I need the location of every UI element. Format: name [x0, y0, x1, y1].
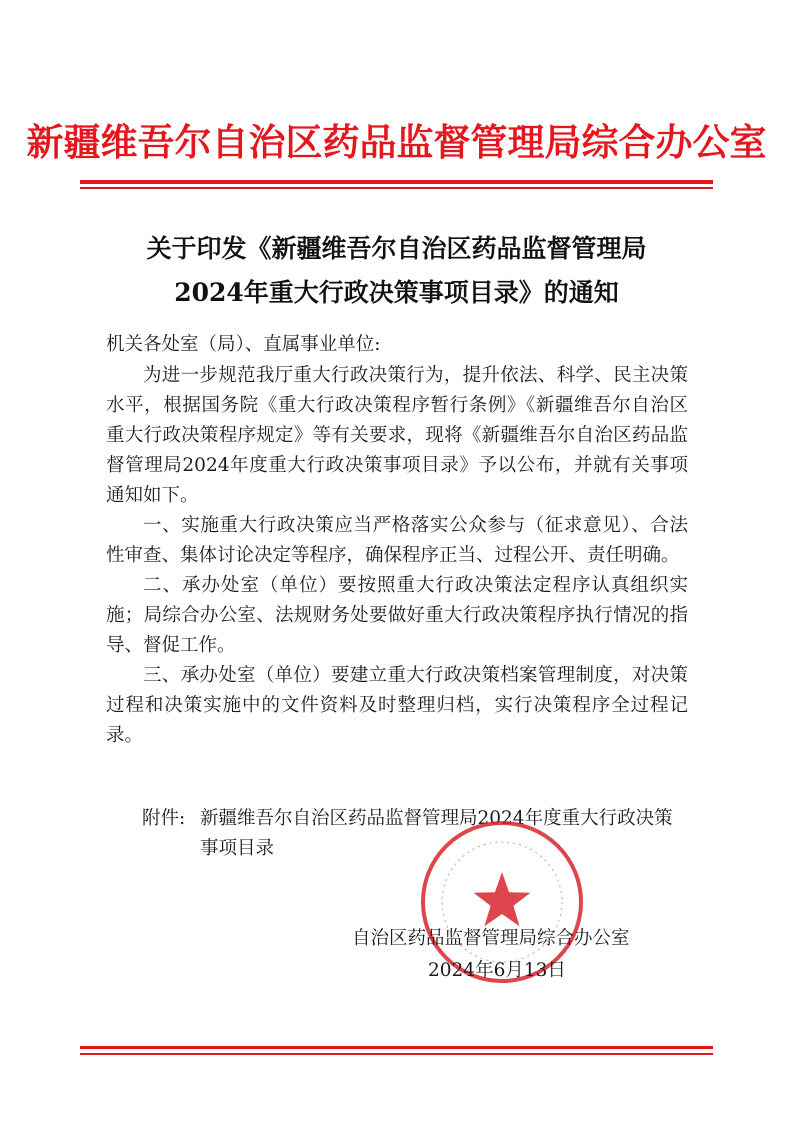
signature-date: 2024年6月13日 [428, 960, 566, 981]
body-paragraph-two: 二、承办处室（单位）要按照重大行政决策法定程序认真组织实施；局综合办公室、法规财务处要做好重大行政决策程序执行情况的指导、督促工作。 [106, 575, 688, 656]
attachment-label: 附件: [142, 808, 186, 829]
masthead: 新疆维吾尔自治区药品监督管理局综合办公室 [26, 120, 767, 164]
attachment-text: 新疆维吾尔自治区药品监督管理局2024年度重大行政决策事项目录 [200, 808, 673, 859]
notice-body [106, 361, 688, 751]
footer-rule-thin [80, 1053, 713, 1055]
body-paragraph-intro: 为进一步规范我厅重大行政决策行为，提升依法、科学、民主决策水平，根据国务院《重大行政决策程序暂行条例》《新疆维吾尔自治区重大行政决策程序规定》等有关要求，现将《新疆维吾尔自治区药品监督管理局2024年度重大行政决策事项目录》予以公布，并就有关事项通知如下。 [106, 365, 688, 506]
notice-title-line2: 2024年重大行政决策事项目录》的通知 [174, 278, 619, 307]
notice-title [0, 227, 793, 315]
signature-org: 自治区药品监督管理局综合办公室 [352, 928, 630, 949]
body-paragraph-three: 三、承办处室（单位）要建立重大行政决策档案管理制度，对决策过程和决策实施中的文件资料及时整理归档，实行决策程序全过程记录。 [106, 665, 688, 746]
masthead-rule-thin [80, 187, 713, 189]
body-paragraph-one: 一、实施重大行政决策应当严格落实公众参与（征求意见）、合法性审查、集体讨论决定等程序，确保程序正当、过程公开、责任明确。 [106, 515, 688, 566]
footer-rule-thick [80, 1046, 713, 1049]
salutation: 机关各处室（局）、直属事业单位: [106, 334, 381, 355]
masthead-rule-thick [80, 180, 713, 184]
notice-title-line1: 关于印发《新疆维吾尔自治区药品监督管理局 [146, 234, 647, 263]
